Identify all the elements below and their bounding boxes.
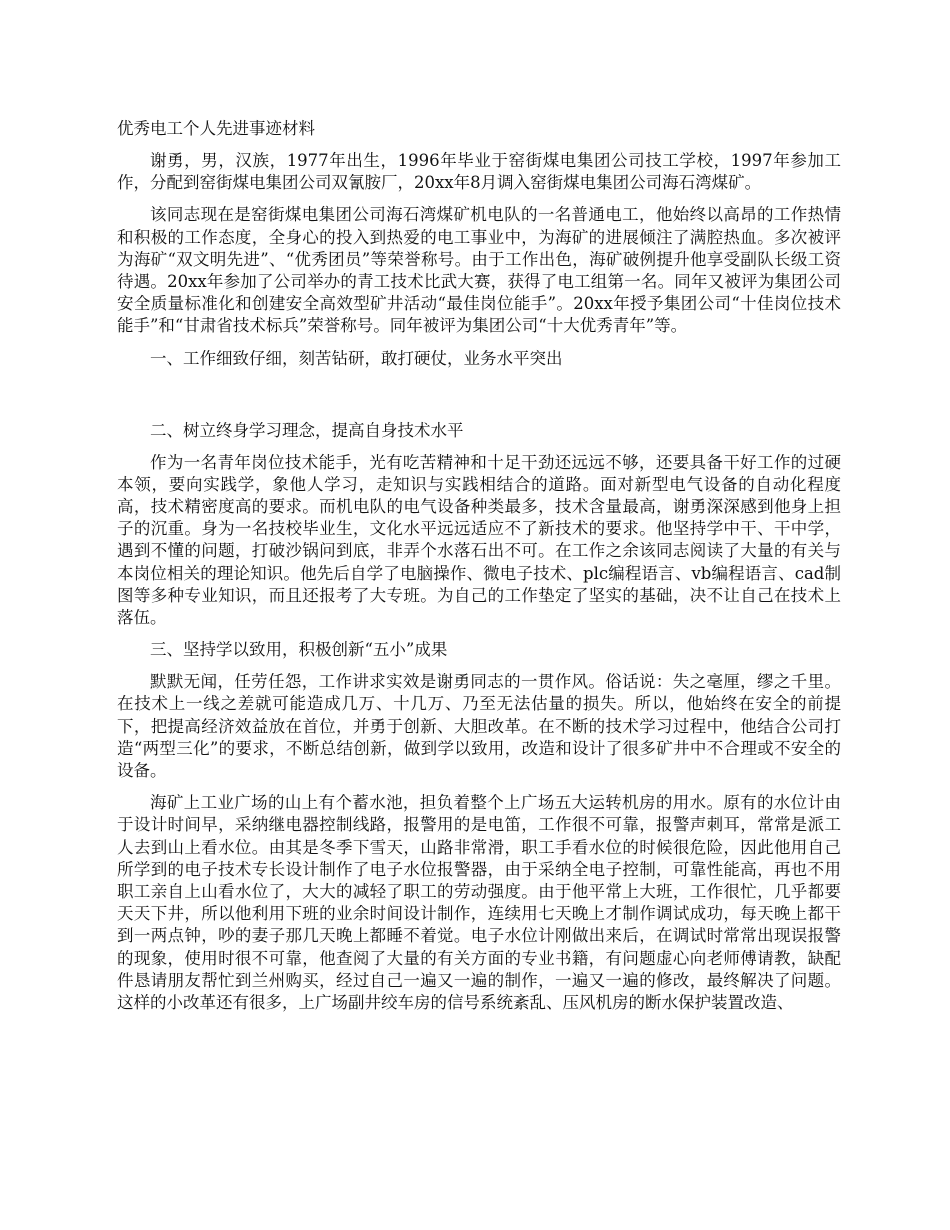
document-page xyxy=(117,118,841,1024)
summary-paragraph: 该同志现在是窑街煤电集团公司海石湾煤矿机电队的一名普通电工，他始终以高昂的工作热情和积极的工作态度，全身心的投入到热爱的电工事业中，为海矿的进展倾注了满腔热血。多次被评为海矿“双文明先进”、“优秀团员”等荣誉称号。由于工作出色，海矿破例提升他享受副队长级工资待遇。20xx年参加了公司举办的青工技术比武大赛，获得了电工组第一名。同年又被评为集团公司安全质量标准化和创建安全高效型矿井活动“最佳岗位能手”。20xx年授予集团公司“十佳岗位技术能手”和“甘肃省技术标兵”荣誉称号。同年被评为集团公司“十大优秀青年”等。 xyxy=(117,205,841,336)
section-heading-3: 三、坚持学以致用，积极创新“五小”成果 xyxy=(150,640,448,660)
section-3-paragraph-1: 默默无闻，任劳任怨，工作讲求实效是谢勇同志的一贯作风。俗话说：失之毫厘，缪之千里。在技术上一线之差就可能造成几万、十几万、乃至无法估量的损失。所以，他始终在安全的前提下，把提高经济效益放在首位，并勇于创新、大胆改革。在不断的技术学习过程中，他结合公司打造“两型三化”的要求，不断总结创新，做到学以致用，改造和设计了很多矿井中不合理或不安全的设备。 xyxy=(117,672,841,781)
section-heading-2: 二、树立终身学习理念，提高自身技术水平 xyxy=(150,420,464,440)
section-heading-1: 一、工作细致仔细，刻苦钻研，敢打硬仗，业务水平突出 xyxy=(150,348,563,368)
document-title: 优秀电工个人先进事迹材料 xyxy=(117,119,315,138)
section-3-paragraph-2: 海矿上工业广场的山上有个蓄水池，担负着整个上广场五大运转机房的用水。原有的水位计由于设计时间早，采纳继电器控制线路，报警用的是电笛，工作很不可靠，报警声刺耳，常常是派工人去到山上看水位。由其是冬季下雪天，山路非常滑，职工手看水位的时候很危险，因此他用自己所学到的电子技术专长设计制作了电子水位报警器，由于采纳全电子控制，可靠性能高，再也不用职工亲自上山看水位了，大大的减轻了职工的劳动强度。由于他平常上大班，工作很忙，几乎都要天天下井，所以他利用下班的业余时间设计制作，连续用七天晚上才制作调试成功，每天晚上都干到一两点钟，吵的妻子那几天晚上都睡不着觉。电子水位计刚做出来后，在调试时常常出现误报警的现象，使用时很不可靠，他查阅了大量的有关方面的专业书籍，有问题虚心向老师傅请教，缺配件恳请朋友帮忙到兰州购买，经过自己一遍又一遍的制作，一遍又一遍的修改，最终解决了问题。这样的小改革还有很多，上广场副井绞车房的信号系统紊乱、压风机房的断水保护装置改造、 xyxy=(117,793,841,1013)
intro-paragraph: 谢勇，男，汉族，1977年出生，1996年毕业于窑街煤电集团公司技工学校，1997年参加工作，分配到窑街煤电集团公司双氰胺厂，20xx年8月调入窑街煤电集团公司海石湾煤矿。 xyxy=(117,151,841,193)
blank-space xyxy=(117,380,841,420)
section-2-paragraph: 作为一名青年岗位技术能手，光有吃苦精神和十足干劲还远远不够，还要具备干好工作的过硬本领，要向实践学，象他人学习，走知识与实践相结合的道路。面对新型电气设备的自动化程度高，技术精密度高的要求。而机电队的电气设备种类最多，技术含量最高，谢勇深深感到他身上担子的沉重。身为一名技校毕业生，文化水平远远适应不了新技术的要求。他坚持学中干、干中学，遇到不懂的问题，打破沙锅问到底，非弄个水落石出不可。在工作之余该同志阅读了大量的有关与本岗位相关的理论知识。他先后自学了电脑操作、微电子技术、plc编程语言、vb编程语言、cad制图等多种专业知识，而且还报考了大专班。为自己的工作垫定了坚实的基础，决不让自己在技术上落伍。 xyxy=(117,452,841,628)
